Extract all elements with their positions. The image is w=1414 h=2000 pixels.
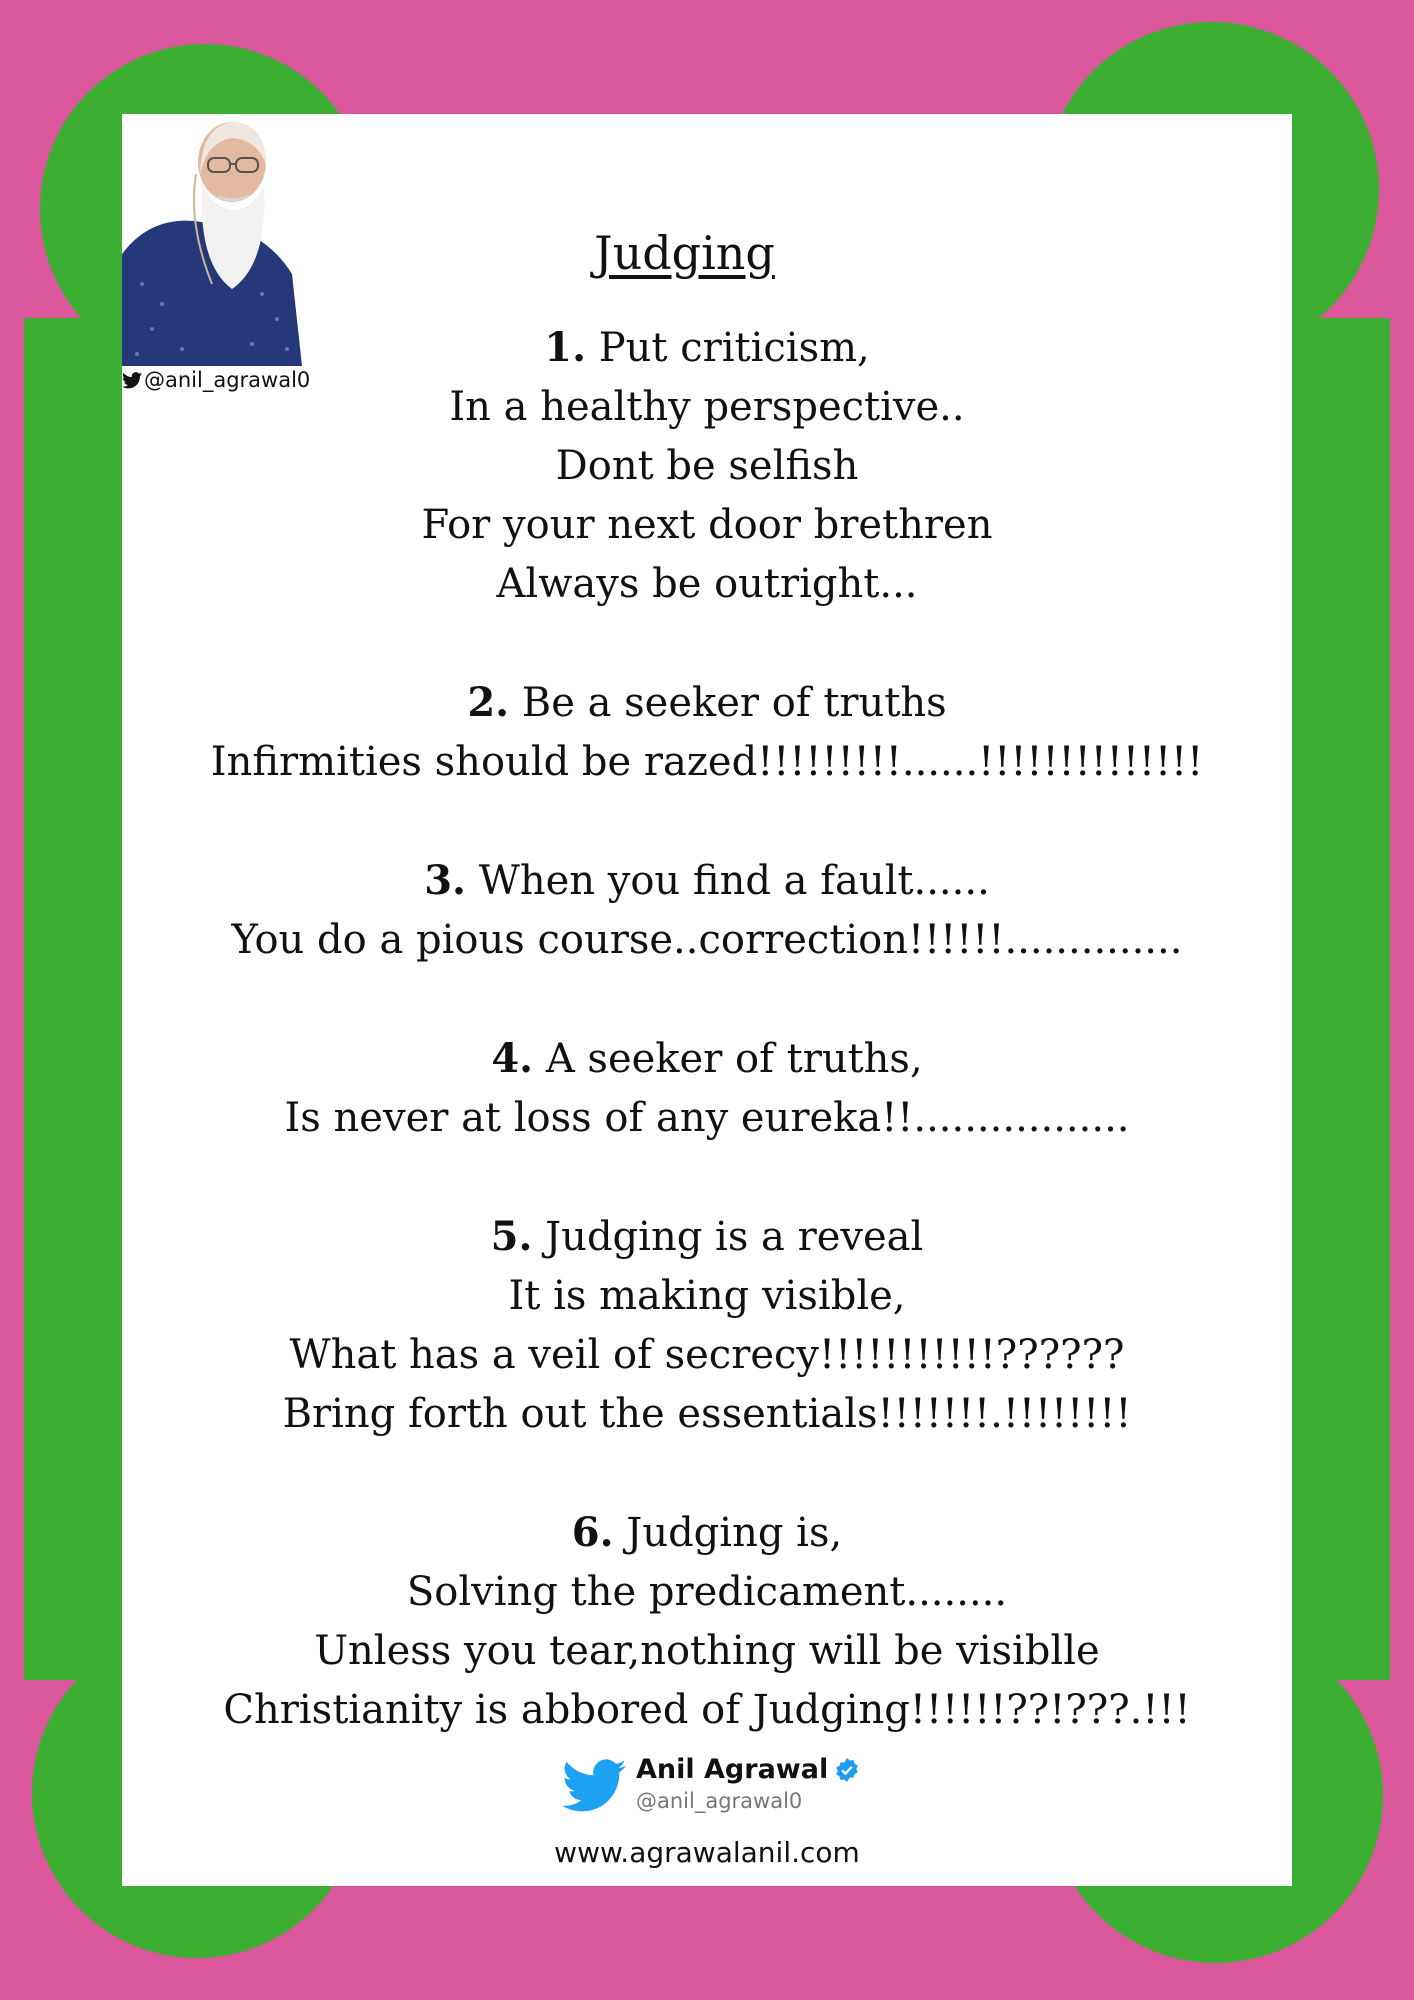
- stanza-line: Bring forth out the essentials!!!!!!!.!!!!!!!!: [282, 1391, 1132, 1437]
- handle-text: @anil_agrawal0: [144, 368, 311, 392]
- stanza-4: [122, 1029, 1292, 1148]
- stanza-3: [122, 851, 1292, 970]
- author-handle: @anil_agrawal0: [636, 1789, 803, 1813]
- stanza-line: [122, 851, 1292, 911]
- twitter-profile[interactable]: [562, 1754, 860, 1814]
- verified-badge-icon: [834, 1757, 860, 1783]
- poem-card: [122, 114, 1292, 1886]
- stanza-line: Unless you tear,nothing will be visiblle: [314, 1628, 1100, 1674]
- stanza-line: [122, 318, 1292, 378]
- stanza-number: 3.: [424, 857, 466, 904]
- stanza-line: Christianity is abbored of Judging!!!!!!??!???.!!!: [223, 1687, 1191, 1733]
- stanza-line: In a healthy perspective..: [449, 384, 965, 430]
- stanza-line: [122, 1207, 1292, 1267]
- line-text: Be a seeker of truths: [521, 680, 947, 726]
- stanza-5: [122, 1207, 1292, 1444]
- website-link[interactable]: www.agrawalanil.com: [554, 1836, 860, 1869]
- stanza-line: Dont be selfish: [555, 443, 859, 489]
- stanza-line: Always be outright...: [496, 561, 918, 607]
- stanza-line: Is never at loss of any eureka!!.................: [284, 1095, 1130, 1141]
- line-text: A seeker of truths,: [545, 1036, 923, 1082]
- stanza-line: [122, 673, 1292, 733]
- stanza-2: [122, 673, 1292, 792]
- stanza-6: [122, 1503, 1292, 1740]
- poem-body: [122, 318, 1292, 1740]
- stanza-line: Solving the predicament........: [406, 1569, 1008, 1615]
- stanza-line: [122, 1029, 1292, 1089]
- stanza-number: 4.: [491, 1035, 534, 1082]
- author-name: Anil Agrawal: [636, 1754, 829, 1785]
- stanza-number: 1.: [544, 324, 587, 371]
- stanza-1: [122, 318, 1292, 614]
- twitter-name-row: [636, 1754, 860, 1785]
- line-text: Judging is,: [626, 1510, 843, 1556]
- twitter-text: [636, 1754, 860, 1813]
- stanza-line: Infirmities should be razed!!!!!!!!!......!!!!!!!!!!!!!!: [210, 739, 1204, 785]
- twitter-bird-icon: [562, 1758, 626, 1814]
- poem-title: Judging: [594, 226, 775, 280]
- stanza-number: 2.: [467, 679, 510, 726]
- line-text: Judging is a reveal: [545, 1214, 924, 1260]
- stanza-line: [122, 1503, 1292, 1563]
- stanza-line: It is making visible,: [508, 1273, 906, 1319]
- stanza-number: 5.: [490, 1213, 533, 1260]
- stanza-line: You do a pious course..correction!!!!!!..............: [231, 917, 1183, 963]
- line-text: Put criticism,: [598, 325, 870, 371]
- line-text: When you find a fault......: [478, 858, 990, 904]
- stanza-number: 6.: [571, 1509, 614, 1556]
- stanza-line: What has a veil of secrecy!!!!!!!!!!!??????: [289, 1332, 1125, 1378]
- stanza-line: For your next door brethren: [421, 502, 993, 548]
